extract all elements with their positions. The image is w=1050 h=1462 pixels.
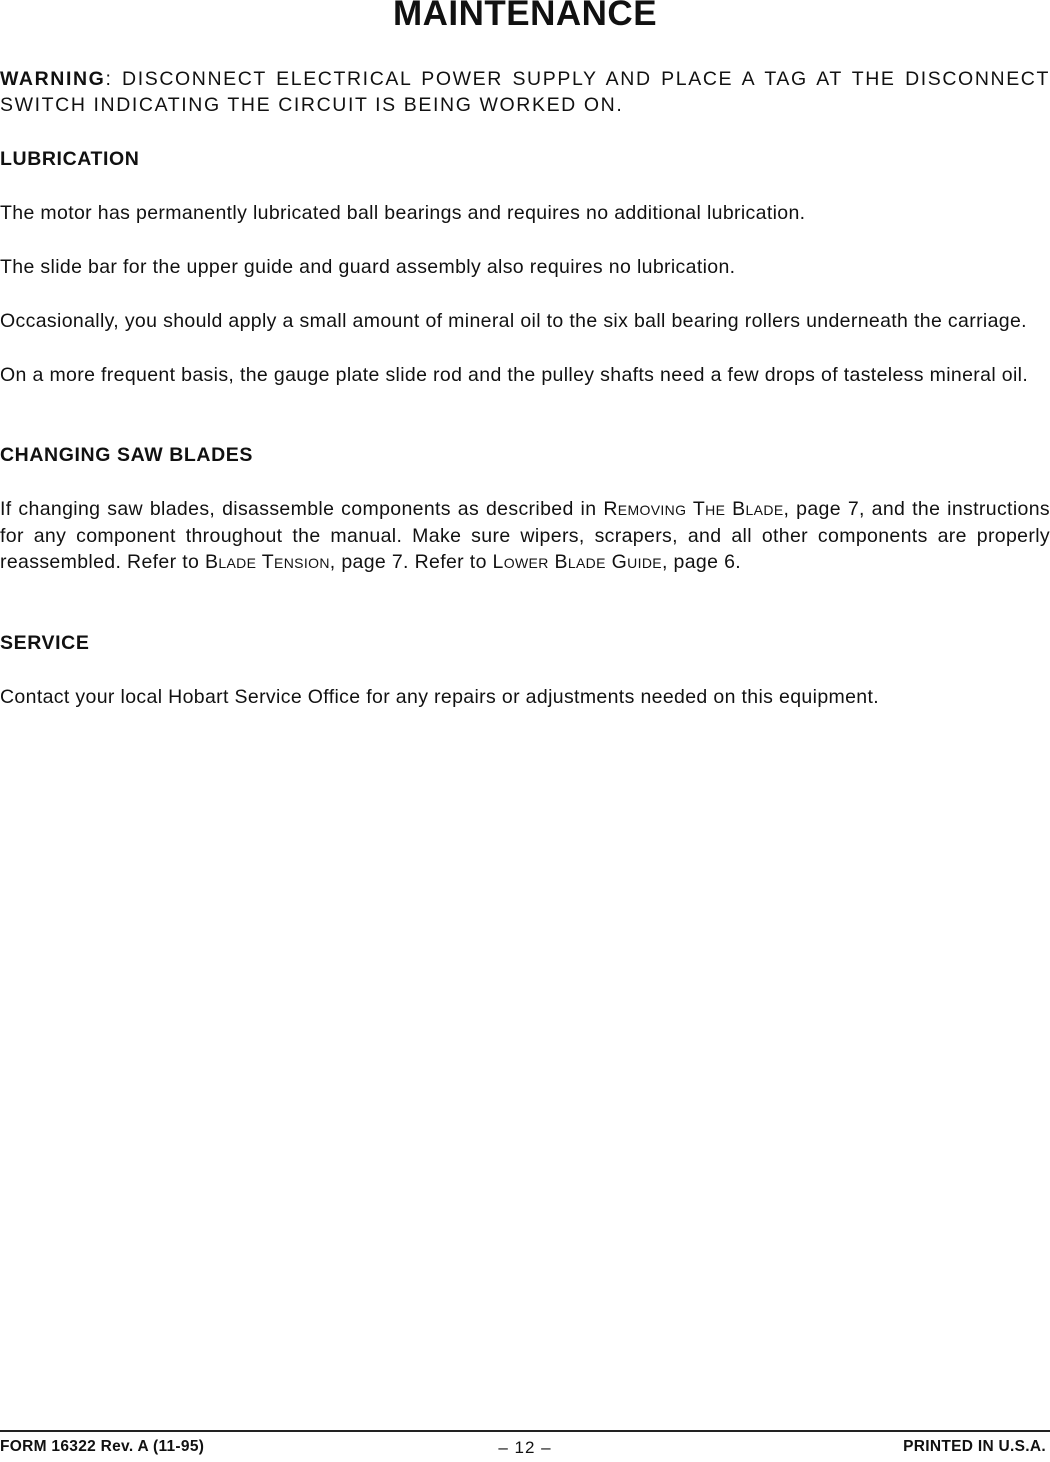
page-footer <box>0 1438 1050 1460</box>
reference-lower-blade-guide: LOWER BLADE GUIDE <box>492 551 662 573</box>
service-heading: SERVICE <box>0 632 90 654</box>
changing-saw-blades-heading: CHANGING SAW BLADES <box>0 444 253 466</box>
changing-text-3: , page 7. Refer to <box>329 551 493 573</box>
changing-saw-blades-paragraph <box>0 496 1050 576</box>
lubrication-paragraph-rollers: Occasionally, you should apply a small amount of mineral oil to the six ball bearing rollers underneath the carriage. <box>0 310 1027 332</box>
document-body <box>0 66 1050 710</box>
warning-label: WARNING <box>0 68 106 90</box>
page-title: MAINTENANCE <box>392 0 658 33</box>
page-number: – 12 – <box>498 1438 552 1457</box>
printed-in-label: PRINTED IN U.S.A. <box>903 1438 1046 1455</box>
reference-blade-tension: BLADE TENSION <box>204 551 330 573</box>
lubrication-paragraph-slide-bar: The slide bar for the upper guide and guard assembly also requires no lubrication. <box>0 256 736 278</box>
changing-text-2: , page 7, and the instructions for any component throughout the manual. Make sure wipers, scrapers, and all other components are properly reassembled. Refer to <box>0 498 1050 573</box>
warning-text: DISCONNECT ELECTRICAL POWER SUPPLY AND PLACE A TAG AT THE DISCONNECT SWITCH INDICATING THE CIRCUIT IS BEING WORKED ON. <box>0 68 1050 116</box>
form-number: FORM 16322 Rev. A (11-95) <box>0 1438 205 1455</box>
lubrication-heading: LUBRICATION <box>0 148 140 170</box>
footer-divider <box>0 1430 1050 1432</box>
changing-text-4: , page 6. <box>661 551 742 573</box>
warning-separator: : <box>105 68 113 90</box>
lubrication-paragraph-slide-rod: On a more frequent basis, the gauge plate slide rod and the pulley shafts need a few drops of tasteless mineral oil. <box>0 364 1029 386</box>
warning-notice <box>0 66 1050 118</box>
service-paragraph: Contact your local Hobart Service Office for any repairs or adjustments needed on this equipment. <box>0 686 880 708</box>
reference-removing-the-blade: REMOVING THE BLADE <box>603 498 784 520</box>
lubrication-paragraph-motor: The motor has permanently lubricated ball bearings and requires no additional lubrication. <box>0 202 806 224</box>
changing-text-1: If changing saw blades, disassemble components as described in <box>0 498 604 520</box>
